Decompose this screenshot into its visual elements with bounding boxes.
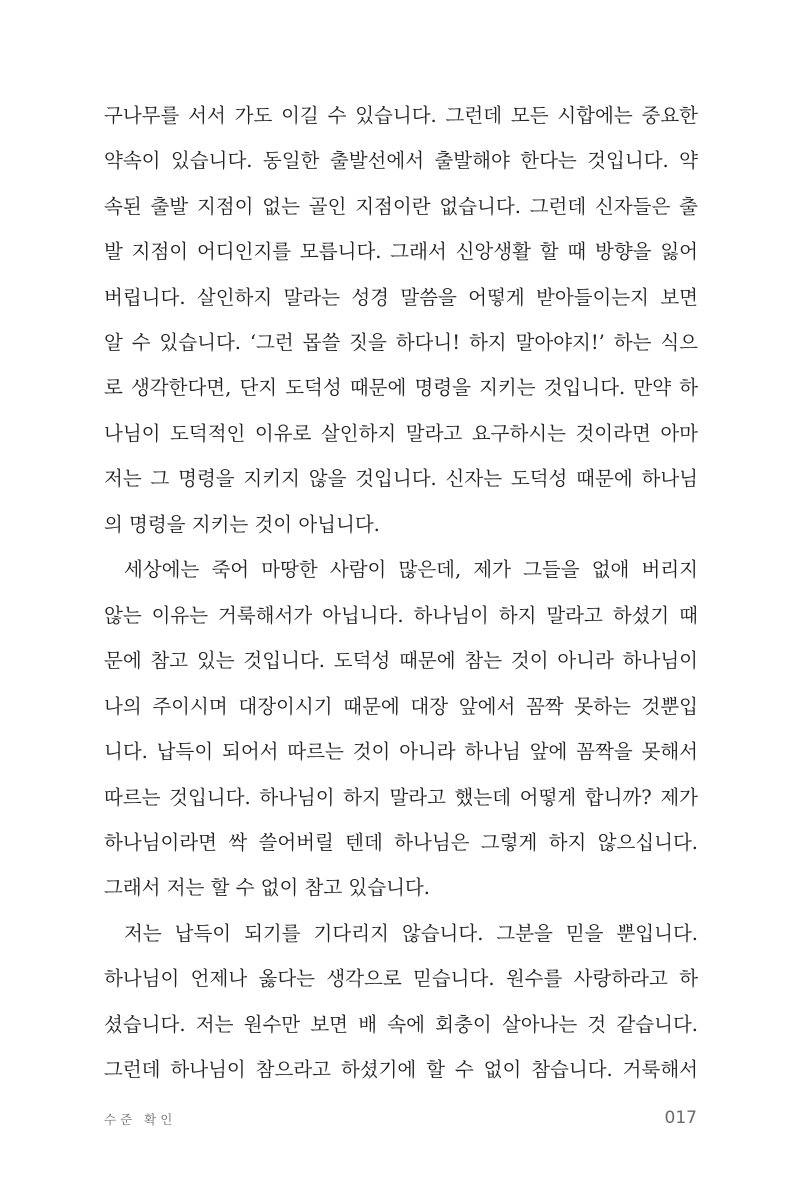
- text-line: 세상에는 죽어 마땅한 사람이 많은데, 제가 그들을 없애 버리지: [124, 558, 698, 581]
- text-line: 약속이 있습니다. 동일한 출발선에서 출발해야 한다는 것입니다. 약: [104, 149, 698, 172]
- text-line: 하나님이라면 싹 쓸어버릴 텐데 하나님은 그렇게 하지 않으십니다.: [104, 831, 698, 854]
- text-line: 알 수 있습니다. ‘그런 몹쓸 짓을 하다니! 하지 말아야지!’ 하는 식으: [104, 331, 698, 354]
- text-line: 로 생각한다면, 단지 도덕성 때문에 명령을 지키는 것입니다. 만약 하: [104, 376, 698, 399]
- text-line: 구나무를 서서 가도 이길 수 있습니다. 그런데 모든 시합에는 중요한: [104, 104, 698, 127]
- text-line: 버립니다. 살인하지 말라는 성경 말씀을 어떻게 받아들이는지 보면: [104, 286, 698, 309]
- text-line: 그래서 저는 할 수 없이 참고 있습니다.: [104, 876, 430, 899]
- text-line: 따르는 것입니다. 하나님이 하지 말라고 했는데 어떻게 합니까? 제가: [104, 786, 698, 809]
- text-line: 속된 출발 지점이 없는 골인 지점이란 없습니다. 그런데 신자들은 출: [104, 195, 698, 218]
- text-line: 니다. 납득이 되어서 따르는 것이 아니라 하나님 앞에 꼼짝을 못해서: [104, 740, 698, 763]
- text-line: 저는 그 명령을 지키지 않을 것입니다. 신자는 도덕성 때문에 하나님: [104, 467, 698, 490]
- text-line: 않는 이유는 거룩해서가 아닙니다. 하나님이 하지 말라고 하셨기 때: [104, 604, 698, 627]
- text-line: 나님이 도덕적인 이유로 살인하지 말라고 요구하시는 것이라면 아마: [104, 422, 698, 445]
- running-footer-title: 수준 확인: [104, 1112, 177, 1127]
- text-line: 발 지점이 어디인지를 모릅니다. 그래서 신앙생활 할 때 방향을 잃어: [104, 240, 698, 263]
- text-line: 의 명령을 지키는 것이 아닙니다.: [104, 513, 380, 536]
- page-number: 017: [664, 1108, 697, 1128]
- text-line: 문에 참고 있는 것입니다. 도덕성 때문에 참는 것이 아니라 하나님이: [104, 649, 698, 672]
- text-line: 나의 주이시며 대장이시기 때문에 대장 앞에서 꼼짝 못하는 것뿐입: [104, 695, 698, 718]
- text-line: 셨습니다. 저는 원수만 보면 배 속에 회충이 살아나는 것 같습니다.: [104, 1013, 698, 1036]
- text-line: 그런데 하나님이 참으라고 하셨기에 할 수 없이 참습니다. 거룩해서: [104, 1058, 698, 1081]
- text-line: 저는 납득이 되기를 기다리지 않습니다. 그분을 믿을 뿐입니다.: [124, 922, 698, 945]
- text-line: 하나님이 언제나 옳다는 생각으로 믿습니다. 원수를 사랑하라고 하: [104, 967, 698, 990]
